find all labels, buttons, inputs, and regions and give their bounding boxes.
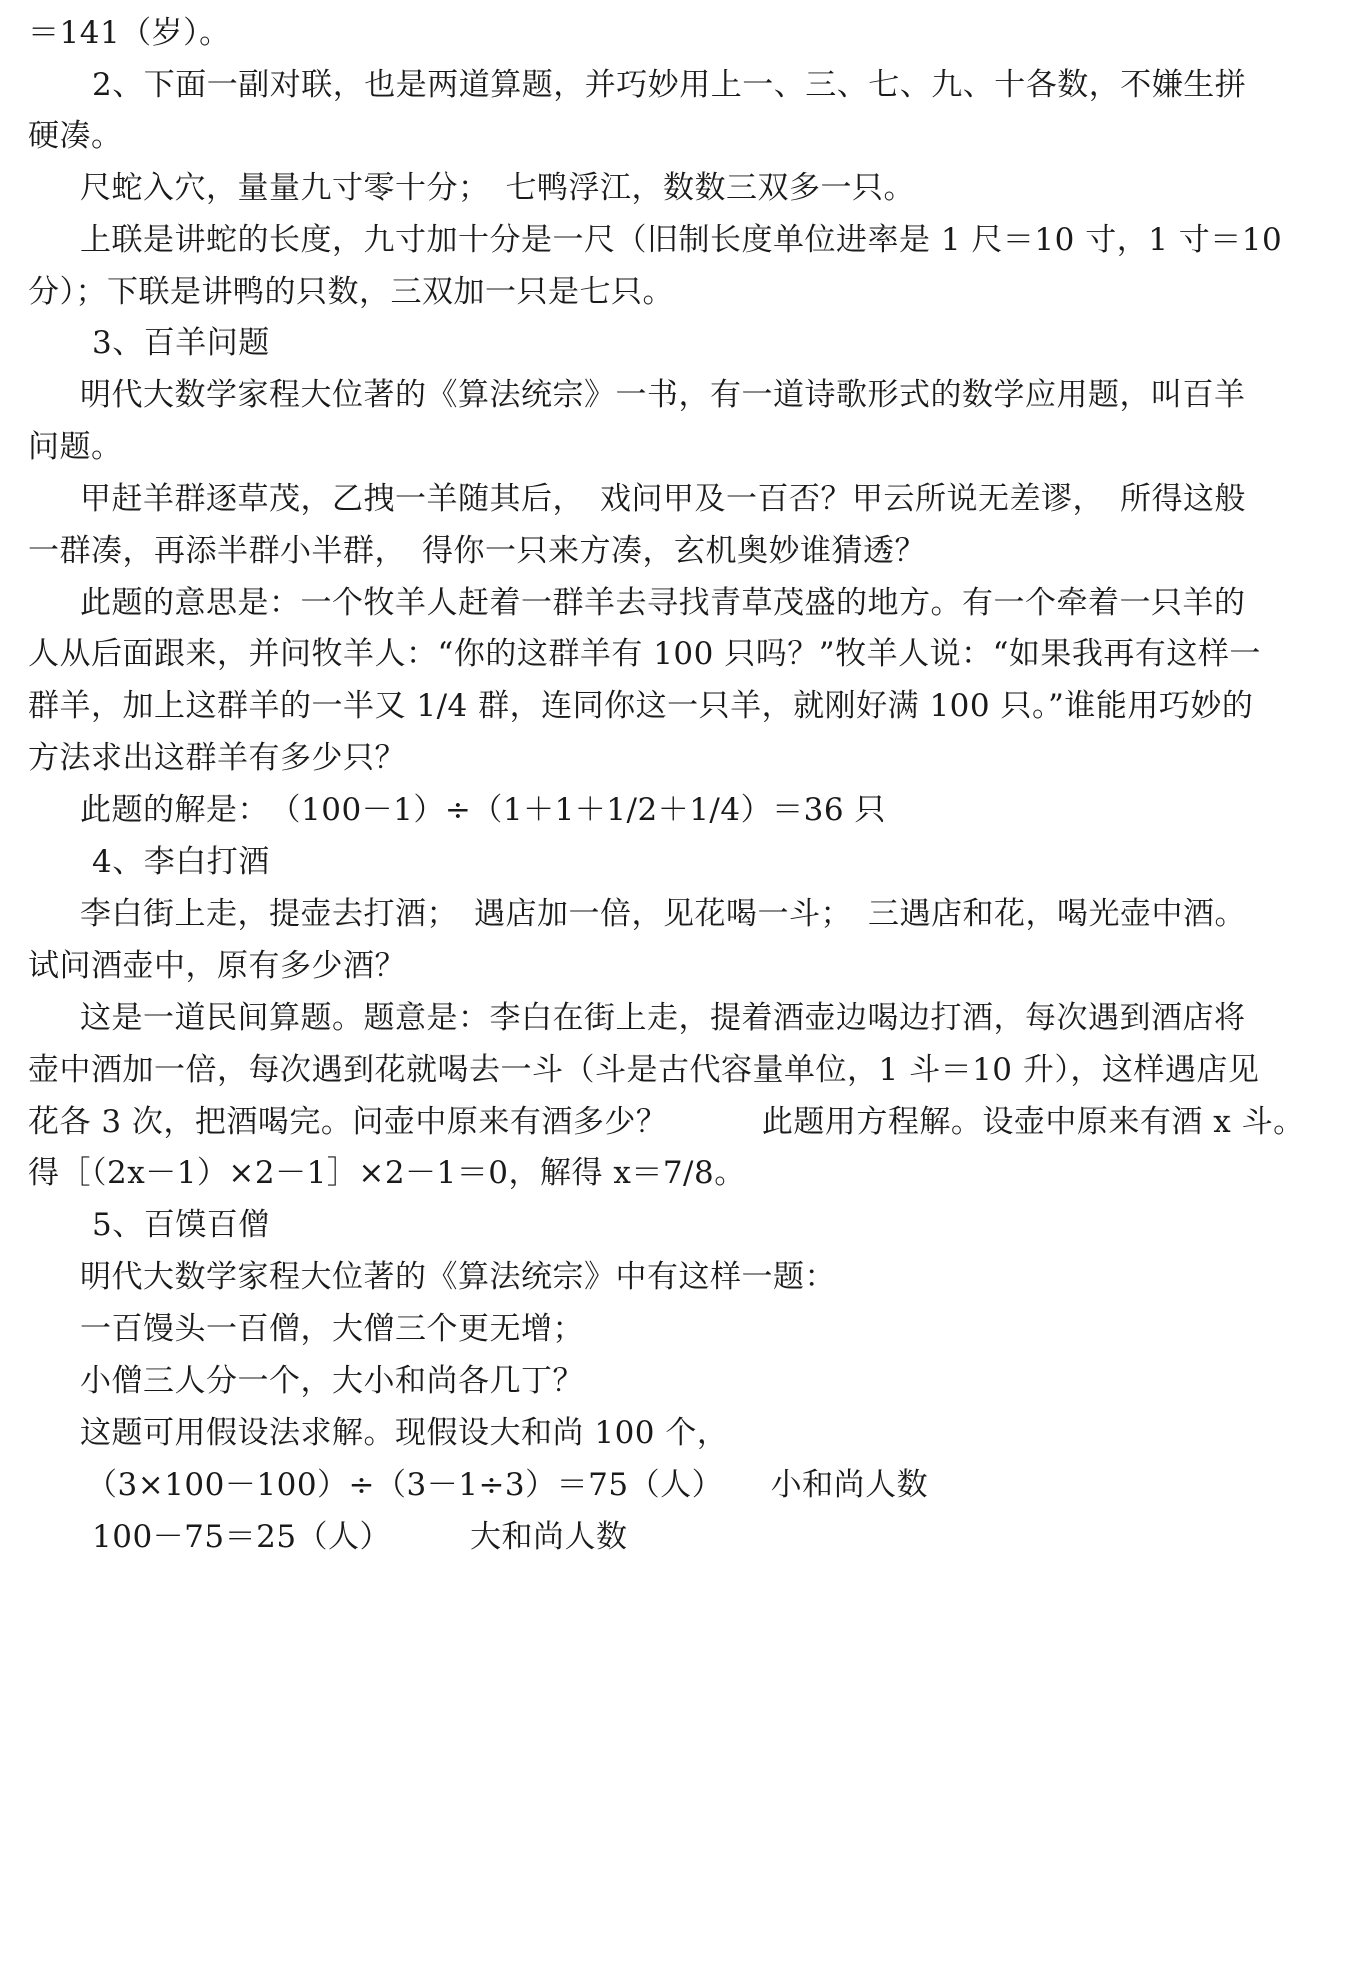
- couplet-explanation-cont: 分）；下联是讲鸭的只数，三双加一只是七只。: [28, 274, 674, 310]
- section-heading-5: 5、百馍百僧: [92, 1207, 270, 1243]
- buns-monks-calc-1: （3×100－100）÷（3－1÷3）＝75（人） 小和尚人数: [86, 1467, 929, 1503]
- buns-monks-intro: 明代大数学家程大位著的《算法统宗》中有这样一题：: [80, 1259, 836, 1295]
- hundred-sheep-poem-cont: 一群凑，再添半群小半群， 得你一只来方凑，玄机奥妙谁猜透？: [28, 533, 926, 569]
- li-bai-poem-cont: 试问酒壶中，原有多少酒？: [28, 948, 406, 984]
- li-bai-equation: 得［（2x－1）×2－1］×2－1＝0，解得 x＝7/8。: [28, 1155, 746, 1191]
- hundred-sheep-intro: 明代大数学家程大位著的《算法统宗》一书，有一道诗歌形式的数学应用题，叫百羊: [80, 377, 1246, 413]
- hundred-sheep-poem: 甲赶羊群逐草茂，乙拽一羊随其后， 戏问甲及一百否？甲云所说无差谬， 所得这般: [80, 481, 1246, 517]
- couplet-explanation: 上联是讲蛇的长度，九寸加十分是一尺（旧制长度单位进率是 1 尺＝10 寸，1 寸＝10: [80, 222, 1283, 258]
- hundred-sheep-intro-cont: 问题。: [28, 429, 123, 465]
- hundred-sheep-meaning-2: 人从后面跟来，并问牧羊人：“你的这群羊有 100 只吗？”牧羊人说：“如果我再有这样一: [28, 636, 1261, 672]
- li-bai-poem: 李白街上走，提壶去打酒； 遇店加一倍，见花喝一斗； 三遇店和花，喝光壶中酒。: [80, 896, 1246, 932]
- buns-monks-calc-2: 100－75＝25（人） 大和尚人数: [92, 1519, 628, 1555]
- section-heading-4: 4、李白打酒: [92, 844, 270, 880]
- buns-monks-poem-2: 小僧三人分一个，大小和尚各几丁？: [80, 1363, 584, 1399]
- item-2-intro-cont: 硬凑。: [28, 118, 123, 154]
- hundred-sheep-solution: 此题的解是： （100－1）÷（1＋1＋1/2＋1/4）＝36 只: [80, 792, 886, 828]
- buns-monks-poem-1: 一百馒头一百僧，大僧三个更无增；: [80, 1311, 584, 1347]
- li-bai-meaning: 这是一道民间算题。题意是：李白在街上走，提着酒壶边喝边打酒，每次遇到酒店将: [80, 1000, 1246, 1036]
- couplet-text: 尺蛇入穴，量量九寸零十分； 七鸭浮江，数数三双多一只。: [80, 170, 915, 206]
- text-line-result: ＝141（岁）。: [28, 15, 231, 51]
- section-heading-3: 3、百羊问题: [92, 325, 270, 361]
- li-bai-meaning-2: 壶中酒加一倍，每次遇到花就喝去一斗（斗是古代容量单位，1 斗＝10 升），这样遇店见: [28, 1052, 1260, 1088]
- hundred-sheep-meaning-3: 群羊，加上这群羊的一半又 1/4 群，连同你这一只羊，就刚好满 100 只。”谁能用巧妙的: [28, 688, 1254, 724]
- hundred-sheep-meaning: 此题的意思是：一个牧羊人赶着一群羊去寻找青草茂盛的地方。有一个牵着一只羊的: [80, 585, 1246, 621]
- li-bai-meaning-3: 花各 3 次，把酒喝完。问壶中原来有酒多少？ 此题用方程解。设壶中原来有酒 x 斗。: [28, 1104, 1305, 1140]
- hundred-sheep-meaning-4: 方法求出这群羊有多少只？: [28, 740, 406, 776]
- buns-monks-method: 这题可用假设法求解。现假设大和尚 100 个，: [80, 1415, 729, 1451]
- item-2-intro: 2、下面一副对联，也是两道算题，并巧妙用上一、三、七、九、十各数，不嫌生拼: [92, 67, 1247, 103]
